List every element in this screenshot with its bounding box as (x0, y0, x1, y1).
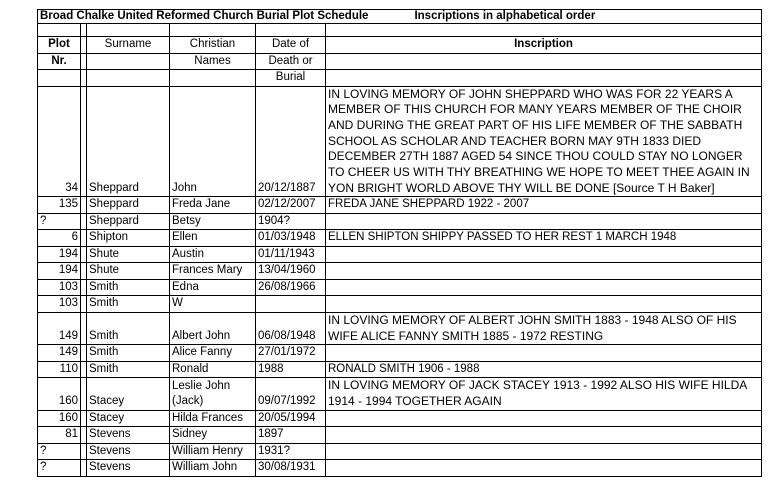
table-row (38, 86, 762, 197)
surname-cell: Shute (87, 263, 170, 280)
plot-cell: 103 (38, 296, 81, 313)
surname-cell: Stacey (87, 410, 170, 427)
plot-cell: 160 (38, 410, 81, 427)
surname-cell: Sheppard (87, 213, 170, 230)
surname-cell: Smith (87, 361, 170, 378)
header-date: Date of (256, 37, 326, 54)
header-inscription: Inscription (326, 37, 762, 54)
christian-cell: Albert John (170, 312, 256, 344)
christian-cell: Austin (170, 246, 256, 263)
table-row (38, 361, 762, 378)
inscription-cell (326, 378, 762, 410)
plot-cell: 160 (38, 378, 81, 410)
date-cell: 27/01/1972 (256, 345, 326, 362)
title-row (38, 10, 762, 24)
plot-cell: 194 (38, 246, 81, 263)
plot-cell: 149 (38, 312, 81, 344)
inscription-cell (326, 410, 762, 427)
plot-cell: 135 (38, 197, 81, 214)
table-row (38, 213, 762, 230)
inscription-cell (326, 296, 762, 313)
surname-cell: Stacey (87, 378, 170, 410)
date-cell: 1897 (256, 427, 326, 444)
table-row (38, 427, 762, 444)
surname-cell: Stevens (87, 460, 170, 477)
table-row (38, 443, 762, 460)
inscription-cell (326, 246, 762, 263)
table-row (38, 345, 762, 362)
table-row (38, 263, 762, 280)
date-cell: 09/07/1992 (256, 378, 326, 410)
christian-cell: Freda Jane (170, 197, 256, 214)
christian-cell: Frances Mary (170, 263, 256, 280)
surname-cell: Smith (87, 279, 170, 296)
date-cell: 30/08/1931 (256, 460, 326, 477)
plot-cell: 194 (38, 263, 81, 280)
surname-cell: Shute (87, 246, 170, 263)
source-note: [Source T H Baker] (612, 180, 715, 195)
surname-cell: Shipton (87, 230, 170, 247)
inscription-text: IN LOVING MEMORY OF JOHN SHEPPARD WHO WAS FOR 22 YEARS A MEMBER OF THIS CHURCH FOR MANY YEARS MEMBER OF THE CHOIR AND DURING THE GREAT PART OF HIS LIFE MEMBER OF THE SABBATH SCHOOL AS SCHOLAR AND TEACHER BORN MAY 9TH 1833 DIED DECEMBER 27TH 1887 AGED 54 SINCE THOU COULD STAY NO LONGER TO CHEER US WITH THY BREATHING WE HOPE TO MEET THEE AGAIN IN YON BRIGHT WORLD ABOVE THY WILL BE DONE (328, 86, 750, 195)
table-body (38, 86, 762, 476)
inscription-cell (326, 197, 762, 214)
date-cell: 06/08/1948 (256, 312, 326, 344)
plot-cell: 103 (38, 279, 81, 296)
date-cell (256, 296, 326, 313)
header-plot: Plot (38, 37, 81, 54)
christian-cell: Ronald (170, 361, 256, 378)
inscription-text: RONALD SMITH 1906 - 1988 (328, 362, 480, 375)
header-christian-names: Names (170, 53, 256, 70)
christian-cell: John (170, 86, 256, 197)
inscription-cell (326, 230, 762, 247)
inscription-cell (326, 460, 762, 477)
surname-cell: Sheppard (87, 86, 170, 197)
title-cell (38, 10, 762, 24)
table-row (38, 460, 762, 477)
christian-cell: Sidney (170, 427, 256, 444)
inscription-cell (326, 279, 762, 296)
date-cell: 13/04/1960 (256, 263, 326, 280)
inscription-cell (326, 213, 762, 230)
date-cell: 1904? (256, 213, 326, 230)
table-row (38, 197, 762, 214)
header-row-3 (38, 70, 762, 87)
inscription-text: ELLEN SHIPTON SHIPPY PASSED TO HER REST 1 MARCH 1948 (328, 231, 677, 244)
inscription-cell (326, 443, 762, 460)
christian-cell: Alice Fanny (170, 345, 256, 362)
christian-cell: Leslie John (Jack) (170, 378, 256, 410)
burial-plot-table (37, 9, 762, 477)
surname-cell: Stevens (87, 443, 170, 460)
table-row (38, 230, 762, 247)
date-cell: 20/12/1887 (256, 86, 326, 197)
header-row-2 (38, 53, 762, 70)
surname-cell: Smith (87, 296, 170, 313)
plot-cell: 81 (38, 427, 81, 444)
christian-cell: W (170, 296, 256, 313)
header-date-burial: Burial (256, 70, 326, 87)
date-cell: 01/03/1948 (256, 230, 326, 247)
inscription-cell (326, 361, 762, 378)
christian-cell: Ellen (170, 230, 256, 247)
plot-cell: ? (38, 213, 81, 230)
inscription-cell (326, 312, 762, 344)
inscription-text: FREDA JANE SHEPPARD 1922 - 2007 (328, 198, 530, 211)
table-row (38, 296, 762, 313)
date-cell: 1931? (256, 443, 326, 460)
table-row (38, 246, 762, 263)
header-date-death: Death or (256, 53, 326, 70)
surname-cell: Smith (87, 312, 170, 344)
inscription-cell (326, 345, 762, 362)
date-cell: 1988 (256, 361, 326, 378)
christian-cell: Betsy (170, 213, 256, 230)
christian-cell: William John (170, 460, 256, 477)
table-row (38, 312, 762, 344)
date-cell: 26/08/1966 (256, 279, 326, 296)
date-cell: 01/11/1943 (256, 246, 326, 263)
date-cell: 20/05/1994 (256, 410, 326, 427)
date-cell: 02/12/2007 (256, 197, 326, 214)
inscription-text: IN LOVING MEMORY OF ALBERT JOHN SMITH 1883 - 1948 ALSO OF HIS WIFE ALICE FANNY SMITH 1885 - 1972 RESTING (328, 312, 737, 343)
plot-cell: 6 (38, 230, 81, 247)
surname-cell: Smith (87, 345, 170, 362)
plot-cell: ? (38, 460, 81, 477)
table-row (38, 279, 762, 296)
header-row-1 (38, 37, 762, 54)
sheet-subtitle: Inscriptions in alphabetical order (414, 10, 596, 22)
plot-cell: 34 (38, 86, 81, 197)
surname-cell: Stevens (87, 427, 170, 444)
christian-cell: William Henry (170, 443, 256, 460)
inscription-cell (326, 427, 762, 444)
header-surname: Surname (87, 37, 170, 54)
blank-row (38, 24, 762, 37)
inscription-text: IN LOVING MEMORY OF JACK STACEY 1913 - 1992 ALSO HIS WIFE HILDA 1914 - 1994 TOGETHER AGAIN (328, 378, 747, 409)
plot-cell: ? (38, 443, 81, 460)
header-christian: Christian (170, 37, 256, 54)
inscription-cell (326, 86, 762, 197)
plot-cell: 149 (38, 345, 81, 362)
christian-cell: Edna (170, 279, 256, 296)
table-row (38, 410, 762, 427)
sheet-title: Broad Chalke United Reformed Church Burial Plot Schedule (40, 10, 369, 22)
christian-cell: Hilda Frances (170, 410, 256, 427)
header-plot-nr: Nr. (38, 53, 81, 70)
plot-cell: 110 (38, 361, 81, 378)
surname-cell: Sheppard (87, 197, 170, 214)
inscription-cell (326, 263, 762, 280)
table-row (38, 378, 762, 410)
